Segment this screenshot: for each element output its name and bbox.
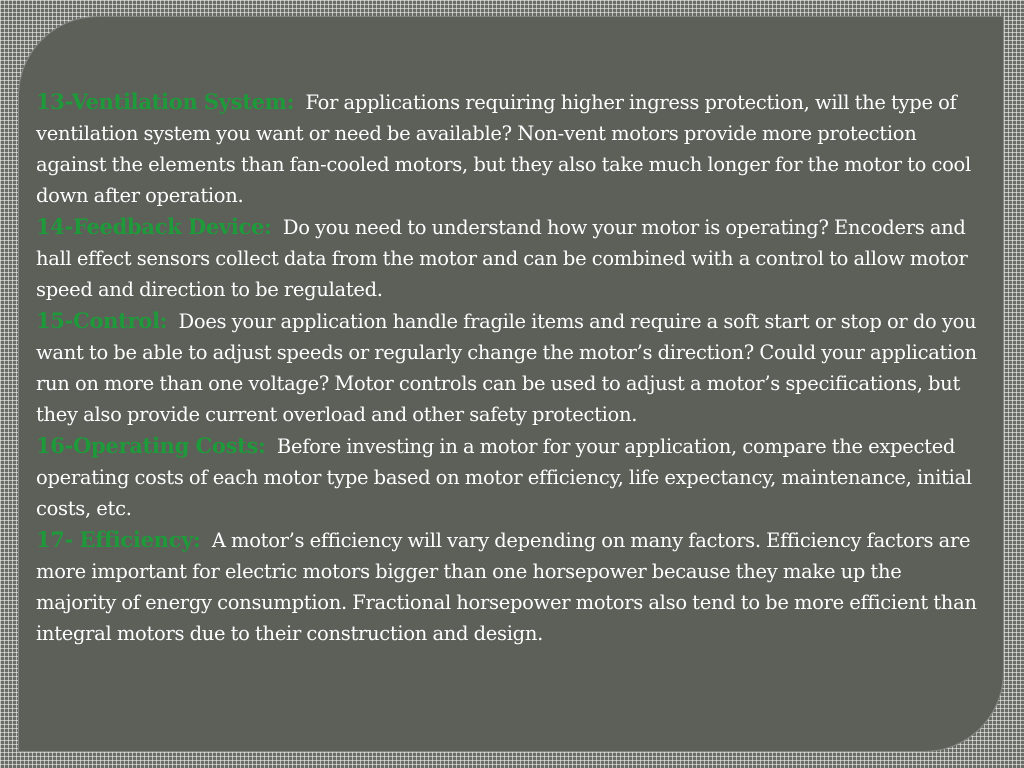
item-ventilation-system	[36, 86, 986, 211]
item-text: Does your application handle fragile items and require a soft start or stop or do you want to be able to adjust speeds or regularly change the motor’s direction? Could your application run on more than one voltage? Motor controls can be used to adjust a motor’s specifications, but they also provide current overload and other safety protection.	[36, 310, 977, 426]
item-text: A motor’s efficiency will vary depending on many factors. Efficiency factors are more important for electric motors bigger than one horsepower because they make up the majority of energy consumption. Fractional horsepower motors also tend to be more efficient than integral motors due to their construction and design.	[36, 529, 977, 645]
item-heading: 17- Efficiency:	[36, 527, 201, 552]
item-heading: 16-Operating Costs:	[36, 433, 266, 458]
item-operating-costs	[36, 430, 986, 524]
item-feedback-device	[36, 211, 986, 305]
slide-content	[36, 86, 986, 649]
item-heading: 15-Control:	[36, 308, 168, 333]
item-heading: 14-Feedback Device:	[36, 214, 272, 239]
item-control	[36, 305, 986, 430]
item-efficiency	[36, 524, 986, 649]
item-text: Do you need to understand how your motor is operating? Encoders and hall effect sensors collect data from the motor and can be combined with a control to allow motor speed and direction to be regulated.	[36, 216, 968, 301]
item-heading: 13-Ventilation System:	[36, 89, 295, 114]
item-text: Before investing in a motor for your application, compare the expected operating costs of each motor type based on motor efficiency, life expectancy, maintenance, initial costs, etc.	[36, 435, 972, 520]
item-text: For applications requiring higher ingress protection, will the type of ventilation system you want or need be available? Non-vent motors provide more protection against the elements than fan-cooled motors, but they also take much longer for the motor to cool down after operation.	[36, 91, 971, 207]
